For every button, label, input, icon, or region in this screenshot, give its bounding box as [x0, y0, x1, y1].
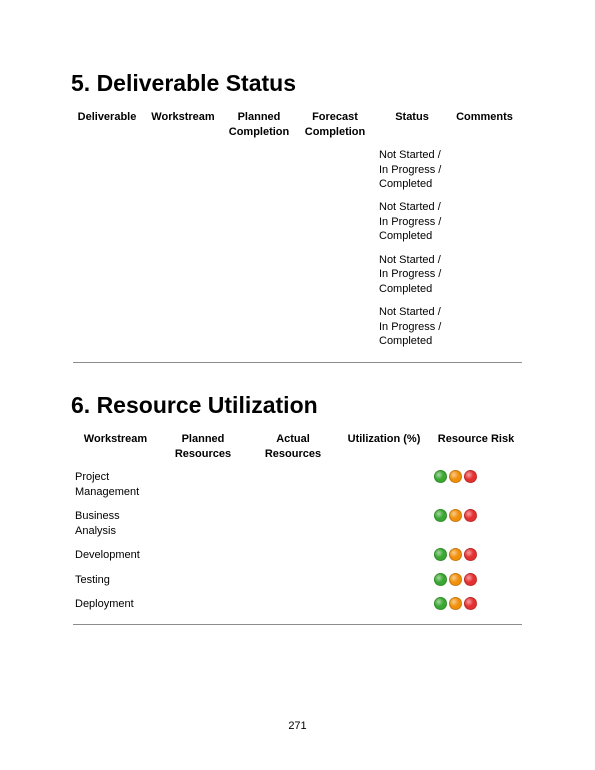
status-cell: Not Started / In Progress / Completed: [379, 306, 442, 348]
actual-resources-cell: [248, 573, 338, 598]
red-circle-icon: [464, 573, 477, 586]
green-circle-icon: [434, 509, 447, 522]
column-header-deliverable: Deliverable: [77, 111, 137, 123]
table-row: [73, 509, 522, 548]
orange-circle-icon: [449, 470, 462, 483]
planned-completion-cell: [225, 253, 293, 305]
workstream-cell: Project Management: [75, 471, 140, 498]
resource-risk-cell: [430, 509, 522, 548]
green-circle-icon: [434, 548, 447, 561]
column-header-planned-completion: Planned Completion: [228, 111, 290, 138]
workstream-cell: [141, 253, 225, 305]
forecast-completion-cell: [293, 200, 377, 252]
risk-indicator: [430, 573, 477, 586]
workstream-cell: [141, 148, 225, 200]
table-row: [73, 200, 522, 252]
page-number: 271: [288, 720, 307, 732]
red-circle-icon: [464, 470, 477, 483]
status-cell: Not Started / In Progress / Completed: [379, 201, 442, 243]
utilization-cell: [338, 470, 430, 509]
orange-circle-icon: [449, 548, 462, 561]
column-header-resource-risk: Resource Risk: [437, 433, 515, 445]
resource-utilization-table: [73, 432, 522, 622]
section-heading-resource-utilization: 6. Resource Utilization: [71, 392, 318, 418]
red-circle-icon: [464, 548, 477, 561]
planned-completion-cell: [225, 148, 293, 200]
section-heading-deliverable-status: 5. Deliverable Status: [71, 70, 296, 96]
section-divider: [73, 362, 522, 363]
utilization-cell: [338, 597, 430, 622]
table-row: [73, 573, 522, 598]
deliverable-cell: [73, 305, 141, 357]
forecast-completion-cell: [293, 148, 377, 200]
table-row: [73, 305, 522, 357]
deliverable-cell: [73, 200, 141, 252]
comments-cell: [447, 200, 522, 252]
utilization-cell: [338, 548, 430, 573]
table-row: [73, 548, 522, 573]
green-circle-icon: [434, 573, 447, 586]
planned-resources-cell: [158, 597, 248, 622]
deliverable-cell: [73, 148, 141, 200]
actual-resources-cell: [248, 470, 338, 509]
planned-resources-cell: [158, 573, 248, 598]
comments-cell: [447, 253, 522, 305]
status-cell: Not Started / In Progress / Completed: [379, 149, 442, 190]
column-header-workstream: Workstream: [151, 111, 215, 123]
resource-risk-cell: [430, 470, 522, 509]
red-circle-icon: [464, 509, 477, 522]
workstream-cell: [141, 200, 225, 252]
column-header-status: Status: [395, 111, 429, 123]
planned-completion-cell: [225, 200, 293, 252]
deliverable-status-table: [73, 110, 522, 358]
risk-indicator: [430, 597, 477, 610]
resource-risk-cell: [430, 597, 522, 622]
table-header-row: [73, 110, 522, 148]
workstream-cell: Deployment: [75, 598, 134, 610]
status-cell: Not Started / In Progress / Completed: [379, 253, 442, 295]
resource-risk-cell: [430, 573, 522, 598]
risk-indicator: [430, 470, 477, 483]
section-divider: [73, 624, 522, 625]
workstream-cell: Business Analysis: [75, 510, 120, 537]
planned-resources-cell: [158, 548, 248, 573]
column-header-workstream: Workstream: [83, 433, 148, 445]
risk-indicator: [430, 548, 477, 561]
risk-indicator: [430, 509, 477, 522]
table-header-row: [73, 432, 522, 470]
actual-resources-cell: [248, 597, 338, 622]
utilization-cell: [338, 573, 430, 598]
deliverable-cell: [73, 253, 141, 305]
column-header-actual-resources: Actual Resources: [264, 433, 322, 460]
table-row: [73, 148, 522, 200]
workstream-cell: Testing: [75, 573, 110, 586]
column-header-utilization: Utilization (%): [347, 433, 421, 445]
column-header-forecast-completion: Forecast Completion: [304, 111, 366, 138]
workstream-cell: Development: [75, 549, 140, 561]
comments-cell: [447, 148, 522, 200]
resource-risk-cell: [430, 548, 522, 573]
table-row: [73, 470, 522, 509]
forecast-completion-cell: [293, 305, 377, 357]
column-header-planned-resources: Planned Resources: [174, 433, 232, 460]
planned-resources-cell: [158, 509, 248, 548]
red-circle-icon: [464, 597, 477, 610]
forecast-completion-cell: [293, 253, 377, 305]
utilization-cell: [338, 509, 430, 548]
actual-resources-cell: [248, 509, 338, 548]
table-row: [73, 253, 522, 305]
comments-cell: [447, 305, 522, 357]
column-header-comments: Comments: [456, 111, 513, 123]
actual-resources-cell: [248, 548, 338, 573]
orange-circle-icon: [449, 573, 462, 586]
planned-completion-cell: [225, 305, 293, 357]
orange-circle-icon: [449, 509, 462, 522]
planned-resources-cell: [158, 470, 248, 509]
table-row: [73, 597, 522, 622]
workstream-cell: [141, 305, 225, 357]
orange-circle-icon: [449, 597, 462, 610]
green-circle-icon: [434, 597, 447, 610]
green-circle-icon: [434, 470, 447, 483]
